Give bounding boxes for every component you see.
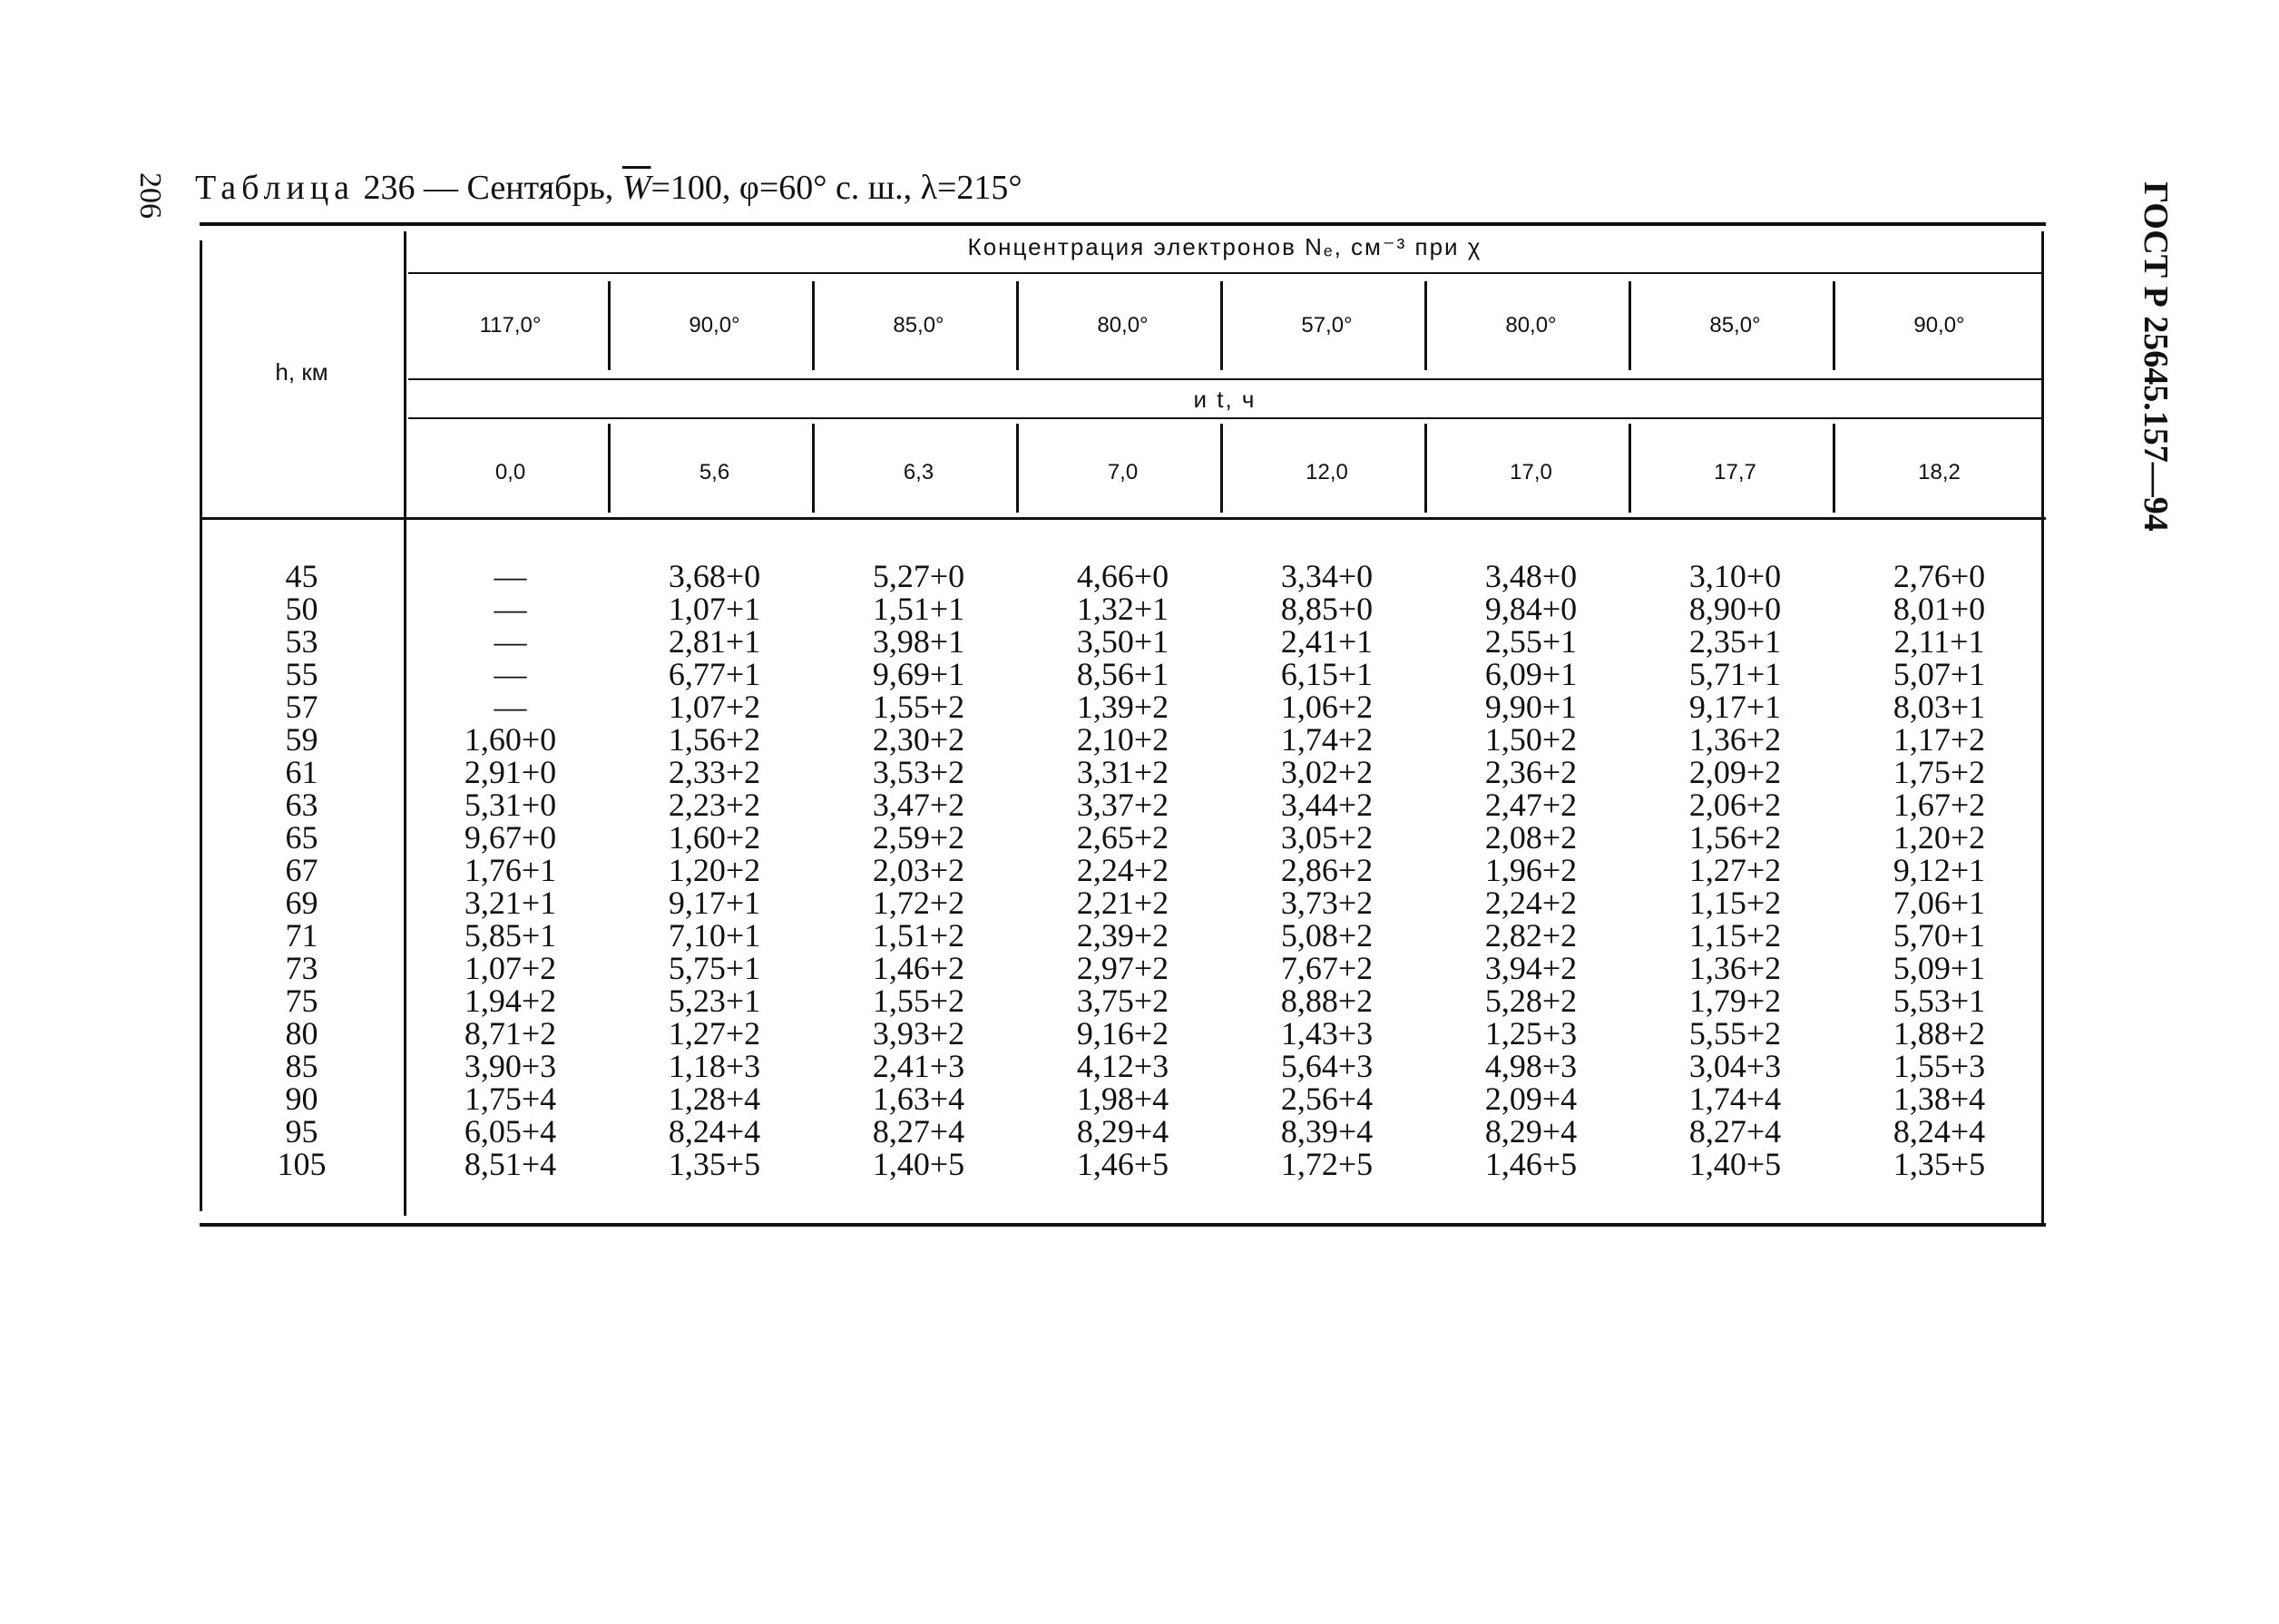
- concentration-cell: 1,79+2: [1688, 983, 1782, 1019]
- concentration-cell: 1,36+2: [1688, 950, 1782, 986]
- height-cell: 50: [285, 591, 318, 627]
- concentration-cell: 2,09+4: [1484, 1081, 1578, 1117]
- height-cell: 67: [285, 852, 318, 888]
- concentration-cell: 8,39+4: [1280, 1113, 1374, 1150]
- concentration-cell: 1,72+2: [872, 885, 965, 921]
- concentration-cell: 1,56+2: [1688, 819, 1782, 856]
- concentration-cell: 1,51+1: [872, 591, 965, 627]
- concentration-cell: —: [494, 623, 527, 660]
- data-column-2: [612, 560, 817, 1180]
- concentration-cell: 5,70+1: [1893, 917, 1986, 954]
- t-header-3: 6,3: [903, 460, 934, 484]
- data-column-4: [1021, 560, 1225, 1180]
- data-column-1: [408, 560, 612, 1180]
- concentration-cell: 3,98+1: [872, 623, 965, 660]
- concentration-cell: 2,06+2: [1688, 787, 1782, 823]
- concentration-cell: 8,56+1: [1076, 656, 1169, 692]
- concentration-cell: 8,01+0: [1893, 591, 1986, 627]
- concentration-cell: 4,66+0: [1076, 558, 1169, 594]
- chi-header-5: 57,0°: [1301, 313, 1353, 338]
- concentration-cell: —: [494, 656, 527, 692]
- concentration-cell: 1,18+3: [668, 1048, 761, 1084]
- concentration-cell: 5,75+1: [668, 950, 761, 986]
- height-cell: 85: [285, 1048, 318, 1084]
- concentration-cell: —: [494, 689, 527, 725]
- height-cell: 105: [277, 1146, 327, 1182]
- h-column-separator: [404, 231, 406, 1216]
- t-header-7: 17,7: [1714, 460, 1756, 484]
- concentration-cell: 3,93+2: [872, 1015, 965, 1052]
- page-number: 206: [133, 172, 167, 219]
- concentration-cell: 1,27+2: [668, 1015, 761, 1052]
- concentration-cell: 1,76+1: [464, 852, 557, 888]
- concentration-cell: 9,17+1: [1688, 689, 1782, 725]
- concentration-cell: 1,55+2: [872, 689, 965, 725]
- concentration-cell: 1,28+4: [668, 1081, 761, 1117]
- concentration-cell: 8,27+4: [872, 1113, 965, 1150]
- table-top-rule: [200, 222, 2046, 226]
- concentration-cell: 1,17+2: [1893, 721, 1986, 758]
- concentration-cell: 1,07+2: [668, 689, 761, 725]
- caption-w-symbol: $\overline{W}$: [621, 169, 651, 207]
- t-header-2: 5,6: [699, 460, 730, 484]
- concentration-cell: 6,77+1: [668, 656, 761, 692]
- concentration-cell: 2,08+2: [1484, 819, 1578, 856]
- concentration-cell: 6,09+1: [1484, 656, 1578, 692]
- concentration-cell: 2,86+2: [1280, 852, 1374, 888]
- concentration-cell: 3,90+3: [464, 1048, 557, 1084]
- concentration-cell: 5,28+2: [1484, 983, 1578, 1019]
- concentration-cell: 3,02+2: [1280, 754, 1374, 790]
- concentration-cell: 1,40+5: [872, 1146, 965, 1182]
- concentration-cell: 1,88+2: [1893, 1015, 1986, 1052]
- t-header-4: 7,0: [1107, 460, 1139, 484]
- concentration-cell: 3,05+2: [1280, 819, 1374, 856]
- concentration-cell: 8,51+4: [464, 1146, 557, 1182]
- concentration-cell: 9,17+1: [668, 885, 761, 921]
- concentration-cell: 1,25+3: [1484, 1015, 1578, 1052]
- concentration-cell: 1,46+2: [872, 950, 965, 986]
- concentration-cell: 1,67+2: [1893, 787, 1986, 823]
- table-right-border: [2041, 231, 2044, 1225]
- height-column-header: h, км: [275, 358, 328, 386]
- chi-header-4: 80,0°: [1097, 313, 1149, 338]
- concentration-cell: 1,56+2: [668, 721, 761, 758]
- concentration-cell: 2,21+2: [1076, 885, 1169, 921]
- data-column-8: [1837, 560, 2041, 1180]
- concentration-cell: 1,75+2: [1893, 754, 1986, 790]
- concentration-cell: 3,50+1: [1076, 623, 1169, 660]
- concentration-cell: 8,24+4: [1893, 1113, 1986, 1150]
- concentration-cell: 2,41+3: [872, 1048, 965, 1084]
- concentration-cell: 1,98+4: [1076, 1081, 1169, 1117]
- concentration-cell: 8,88+2: [1280, 983, 1374, 1019]
- height-cell: 69: [285, 885, 318, 921]
- concentration-cell: 8,24+4: [668, 1113, 761, 1150]
- data-column-6: [1429, 560, 1633, 1180]
- concentration-cell: 1,20+2: [1893, 819, 1986, 856]
- concentration-cell: 9,12+1: [1893, 852, 1986, 888]
- table-bottom-rule: [200, 1223, 2046, 1227]
- concentration-cell: 5,31+0: [464, 787, 557, 823]
- concentration-cell: 2,36+2: [1484, 754, 1578, 790]
- concentration-cell: 1,15+2: [1688, 885, 1782, 921]
- concentration-cell: 2,55+1: [1484, 623, 1578, 660]
- data-column-7: [1633, 560, 1837, 1180]
- concentration-cell: 5,64+3: [1280, 1048, 1374, 1084]
- chi-header-8: 90,0°: [1913, 313, 1965, 338]
- concentration-cell: 2,59+2: [872, 819, 965, 856]
- concentration-cell: 5,85+1: [464, 917, 557, 954]
- concentration-cell: 1,75+4: [464, 1081, 557, 1117]
- chi-header-1: 117,0°: [479, 313, 542, 338]
- concentration-cell: 1,46+5: [1484, 1146, 1578, 1182]
- data-column-5: [1225, 560, 1429, 1180]
- concentration-cell: 1,72+5: [1280, 1146, 1374, 1182]
- concentration-cell: 8,29+4: [1484, 1113, 1578, 1150]
- concentration-cell: 3,34+0: [1280, 558, 1374, 594]
- concentration-cell: 9,90+1: [1484, 689, 1578, 725]
- electron-concentration-table: [200, 222, 2046, 1229]
- concentration-cell: 2,82+2: [1484, 917, 1578, 954]
- height-cell: 57: [285, 689, 318, 725]
- concentration-cell: 2,09+2: [1688, 754, 1782, 790]
- concentration-cell: 3,04+3: [1688, 1048, 1782, 1084]
- document-code: ГОСТ Р 25645.157—94: [2137, 181, 2175, 532]
- concentration-cell: 8,71+2: [464, 1015, 557, 1052]
- concentration-cell: 8,90+0: [1688, 591, 1782, 627]
- height-cell: 90: [285, 1081, 318, 1117]
- height-cell: 75: [285, 983, 318, 1019]
- height-cell: 59: [285, 721, 318, 758]
- height-cell: 45: [285, 558, 318, 594]
- concentration-cell: 7,10+1: [668, 917, 761, 954]
- concentration-cell: 3,21+1: [464, 885, 557, 921]
- height-cell: 65: [285, 819, 318, 856]
- height-cell: 61: [285, 754, 318, 790]
- concentration-cell: 4,12+3: [1076, 1048, 1169, 1084]
- concentration-cell: 1,07+2: [464, 950, 557, 986]
- concentration-cell: 3,31+2: [1076, 754, 1169, 790]
- height-cell: 53: [285, 623, 318, 660]
- concentration-cell: 2,24+2: [1484, 885, 1578, 921]
- t-header-5: 12,0: [1306, 460, 1348, 484]
- concentration-cell: 4,98+3: [1484, 1048, 1578, 1084]
- concentration-cell: 1,74+2: [1280, 721, 1374, 758]
- concentration-cell: 1,38+4: [1893, 1081, 1986, 1117]
- concentration-cell: 3,44+2: [1280, 787, 1374, 823]
- concentration-cell: 2,47+2: [1484, 787, 1578, 823]
- concentration-cell: 7,67+2: [1280, 950, 1374, 986]
- concentration-cell: 5,23+1: [668, 983, 761, 1019]
- concentration-cell: 1,35+5: [1893, 1146, 1986, 1182]
- chi-header-2: 90,0°: [689, 313, 740, 338]
- concentration-cell: 6,15+1: [1280, 656, 1374, 692]
- concentration-cell: 1,50+2: [1484, 721, 1578, 758]
- concentration-cell: 1,55+3: [1893, 1048, 1986, 1084]
- caption-number: 236: [363, 169, 416, 207]
- concentration-cell: 1,20+2: [668, 852, 761, 888]
- concentration-cell: 1,94+2: [464, 983, 557, 1019]
- concentration-cell: 5,09+1: [1893, 950, 1986, 986]
- height-cell: 71: [285, 917, 318, 954]
- concentration-cell: 3,75+2: [1076, 983, 1169, 1019]
- concentration-cell: 1,35+5: [668, 1146, 761, 1182]
- concentration-cell: 1,55+2: [872, 983, 965, 1019]
- concentration-cell: 8,03+1: [1893, 689, 1986, 725]
- table-caption: [195, 168, 1022, 208]
- concentration-cell: 2,81+1: [668, 623, 761, 660]
- concentration-cell: 3,47+2: [872, 787, 965, 823]
- concentration-cell: 1,27+2: [1688, 852, 1782, 888]
- concentration-cell: 1,60+2: [668, 819, 761, 856]
- concentration-cell: 9,67+0: [464, 819, 557, 856]
- concentration-cell: 1,96+2: [1484, 852, 1578, 888]
- concentration-cell: 9,16+2: [1076, 1015, 1169, 1052]
- concentration-cell: 1,07+1: [668, 591, 761, 627]
- concentration-cell: 3,73+2: [1280, 885, 1374, 921]
- concentration-cell: 7,06+1: [1893, 885, 1986, 921]
- concentration-cell: 1,46+5: [1076, 1146, 1169, 1182]
- caption-label: Таблица: [195, 169, 356, 207]
- header-rule-2: [408, 378, 2041, 380]
- concentration-cell: 2,56+4: [1280, 1081, 1374, 1117]
- concentration-cell: 5,53+1: [1893, 983, 1986, 1019]
- t-header-6: 17,0: [1510, 460, 1552, 484]
- concentration-cell: 2,65+2: [1076, 819, 1169, 856]
- concentration-cell: 3,53+2: [872, 754, 965, 790]
- concentration-cell: 2,76+0: [1893, 558, 1986, 594]
- concentration-cell: 2,97+2: [1076, 950, 1169, 986]
- t-header-8: 18,2: [1918, 460, 1961, 484]
- concentration-cell: 1,39+2: [1076, 689, 1169, 725]
- concentration-cell: 2,03+2: [872, 852, 965, 888]
- concentration-cell: 2,39+2: [1076, 917, 1169, 954]
- chi-header-7: 85,0°: [1709, 313, 1761, 338]
- concentration-cell: 3,37+2: [1076, 787, 1169, 823]
- concentration-cell: 1,63+4: [872, 1081, 965, 1117]
- concentration-cell: 2,91+0: [464, 754, 557, 790]
- time-header: и t, ч: [1193, 386, 1257, 413]
- concentration-cell: 3,94+2: [1484, 950, 1578, 986]
- concentration-cell: 3,10+0: [1688, 558, 1782, 594]
- height-cell: 80: [285, 1015, 318, 1052]
- concentration-header: Концентрация электронов Nₑ, см⁻³ при χ: [967, 233, 1482, 260]
- caption-text-before: — Сентябрь,: [424, 169, 614, 207]
- concentration-cell: 1,74+4: [1688, 1081, 1782, 1117]
- concentration-cell: 1,60+0: [464, 721, 557, 758]
- height-cell: 63: [285, 787, 318, 823]
- concentration-cell: 1,15+2: [1688, 917, 1782, 954]
- concentration-cell: 2,24+2: [1076, 852, 1169, 888]
- concentration-cell: 1,40+5: [1688, 1146, 1782, 1182]
- concentration-cell: 8,29+4: [1076, 1113, 1169, 1150]
- concentration-cell: 8,27+4: [1688, 1113, 1782, 1150]
- concentration-cell: 5,55+2: [1688, 1015, 1782, 1052]
- concentration-cell: 5,27+0: [872, 558, 965, 594]
- concentration-cell: 2,23+2: [668, 787, 761, 823]
- concentration-cell: 1,43+3: [1280, 1015, 1374, 1052]
- caption-text-after: =100, φ=60° с. ш., λ=215°: [650, 169, 1022, 207]
- height-cell: 55: [285, 656, 318, 692]
- concentration-cell: 6,05+4: [464, 1113, 557, 1150]
- concentration-cell: —: [494, 558, 527, 594]
- concentration-cell: 5,07+1: [1893, 656, 1986, 692]
- concentration-cell: 2,11+1: [1893, 623, 1985, 660]
- concentration-cell: 2,35+1: [1688, 623, 1782, 660]
- concentration-cell: 8,85+0: [1280, 591, 1374, 627]
- header-rule-3: [408, 417, 2041, 419]
- concentration-cell: 5,08+2: [1280, 917, 1374, 954]
- t-header-1: 0,0: [494, 460, 526, 484]
- concentration-cell: —: [494, 591, 527, 627]
- height-cell: 95: [285, 1113, 318, 1150]
- height-column: [200, 560, 404, 1180]
- header-bottom-rule: [200, 517, 2046, 520]
- concentration-cell: 2,10+2: [1076, 721, 1169, 758]
- concentration-cell: 2,30+2: [872, 721, 965, 758]
- concentration-cell: 1,36+2: [1688, 721, 1782, 758]
- concentration-cell: 2,41+1: [1280, 623, 1374, 660]
- chi-header-6: 80,0°: [1505, 313, 1557, 338]
- concentration-cell: 1,51+2: [872, 917, 965, 954]
- concentration-cell: 3,68+0: [668, 558, 761, 594]
- height-cell: 73: [285, 950, 318, 986]
- concentration-cell: 1,06+2: [1280, 689, 1374, 725]
- concentration-cell: 2,33+2: [668, 754, 761, 790]
- concentration-cell: 1,32+1: [1076, 591, 1169, 627]
- concentration-cell: 5,71+1: [1688, 656, 1782, 692]
- header-rule-1: [408, 272, 2041, 274]
- concentration-cell: 9,69+1: [872, 656, 965, 692]
- concentration-cell: 3,48+0: [1484, 558, 1578, 594]
- chi-header-3: 85,0°: [893, 313, 944, 338]
- data-column-3: [817, 560, 1021, 1180]
- concentration-cell: 9,84+0: [1484, 591, 1578, 627]
